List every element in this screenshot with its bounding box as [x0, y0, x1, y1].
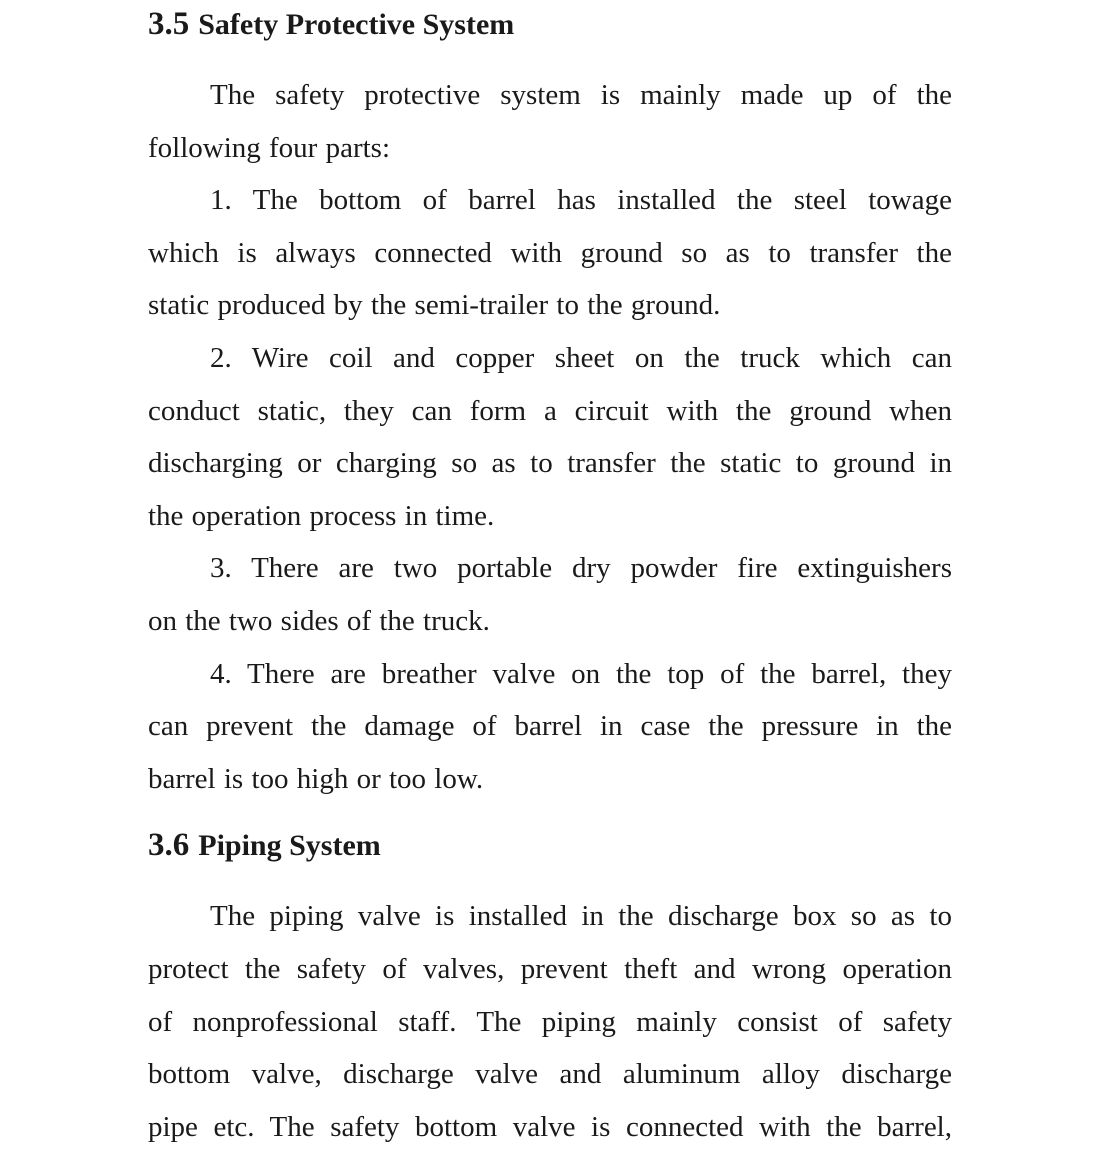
paragraph-line: can prevent the damage of barrel in case the pressure in the	[148, 710, 952, 743]
paragraph-line: The piping valve is installed in the discharge box so as to	[210, 900, 952, 933]
section-number: 3.5	[148, 6, 190, 42]
list-item-1	[148, 174, 952, 332]
section-heading-3-6	[148, 823, 952, 870]
paragraph-line: static produced by the semi-trailer to the ground.	[148, 289, 721, 322]
paragraph-line: pipe etc. The safety bottom valve is connected with the barrel,	[148, 1110, 952, 1143]
paragraph-line: barrel is too high or too low.	[148, 762, 484, 795]
paragraph-line: discharging or charging so as to transfer the static to ground in	[148, 447, 952, 480]
paragraph-line: the operation process in time.	[148, 499, 495, 532]
list-item-2	[148, 332, 952, 542]
section-heading-3-5	[148, 2, 952, 49]
paragraph-line: protect the safety of valves, prevent theft and wrong operation	[148, 952, 952, 985]
paragraph-line: on the two sides of the truck.	[148, 604, 490, 637]
paragraph-line: 4. There are breather valve on the top of the barrel, they	[210, 657, 952, 690]
paragraph-line: 3. There are two portable dry powder fire extinguishers	[210, 552, 952, 585]
piping-paragraph	[148, 890, 952, 1153]
intro-paragraph	[148, 69, 952, 174]
list-item-3	[148, 542, 952, 647]
paragraph-line: The safety protective system is mainly made up of the	[210, 79, 952, 111]
list-item-4	[148, 648, 952, 806]
section-number: 3.6	[148, 827, 190, 864]
paragraph-line: following four parts:	[148, 131, 391, 164]
paragraph-line: 1. The bottom of barrel has installed the steel towage	[210, 184, 952, 217]
section-title: Piping System	[198, 829, 381, 863]
paragraph-line: 2. Wire coil and copper sheet on the truck which can	[210, 341, 952, 374]
paragraph-line: of nonprofessional staff. The piping mainly consist of safety	[148, 1005, 952, 1038]
paragraph-line: bottom valve, discharge valve and aluminum alloy discharge	[148, 1058, 952, 1091]
section-title: Safety Protective System	[198, 8, 515, 41]
paragraph-line: conduct static, they can form a circuit with the ground when	[148, 394, 952, 427]
paragraph-line: which is always connected with ground so as to transfer the	[148, 236, 952, 269]
